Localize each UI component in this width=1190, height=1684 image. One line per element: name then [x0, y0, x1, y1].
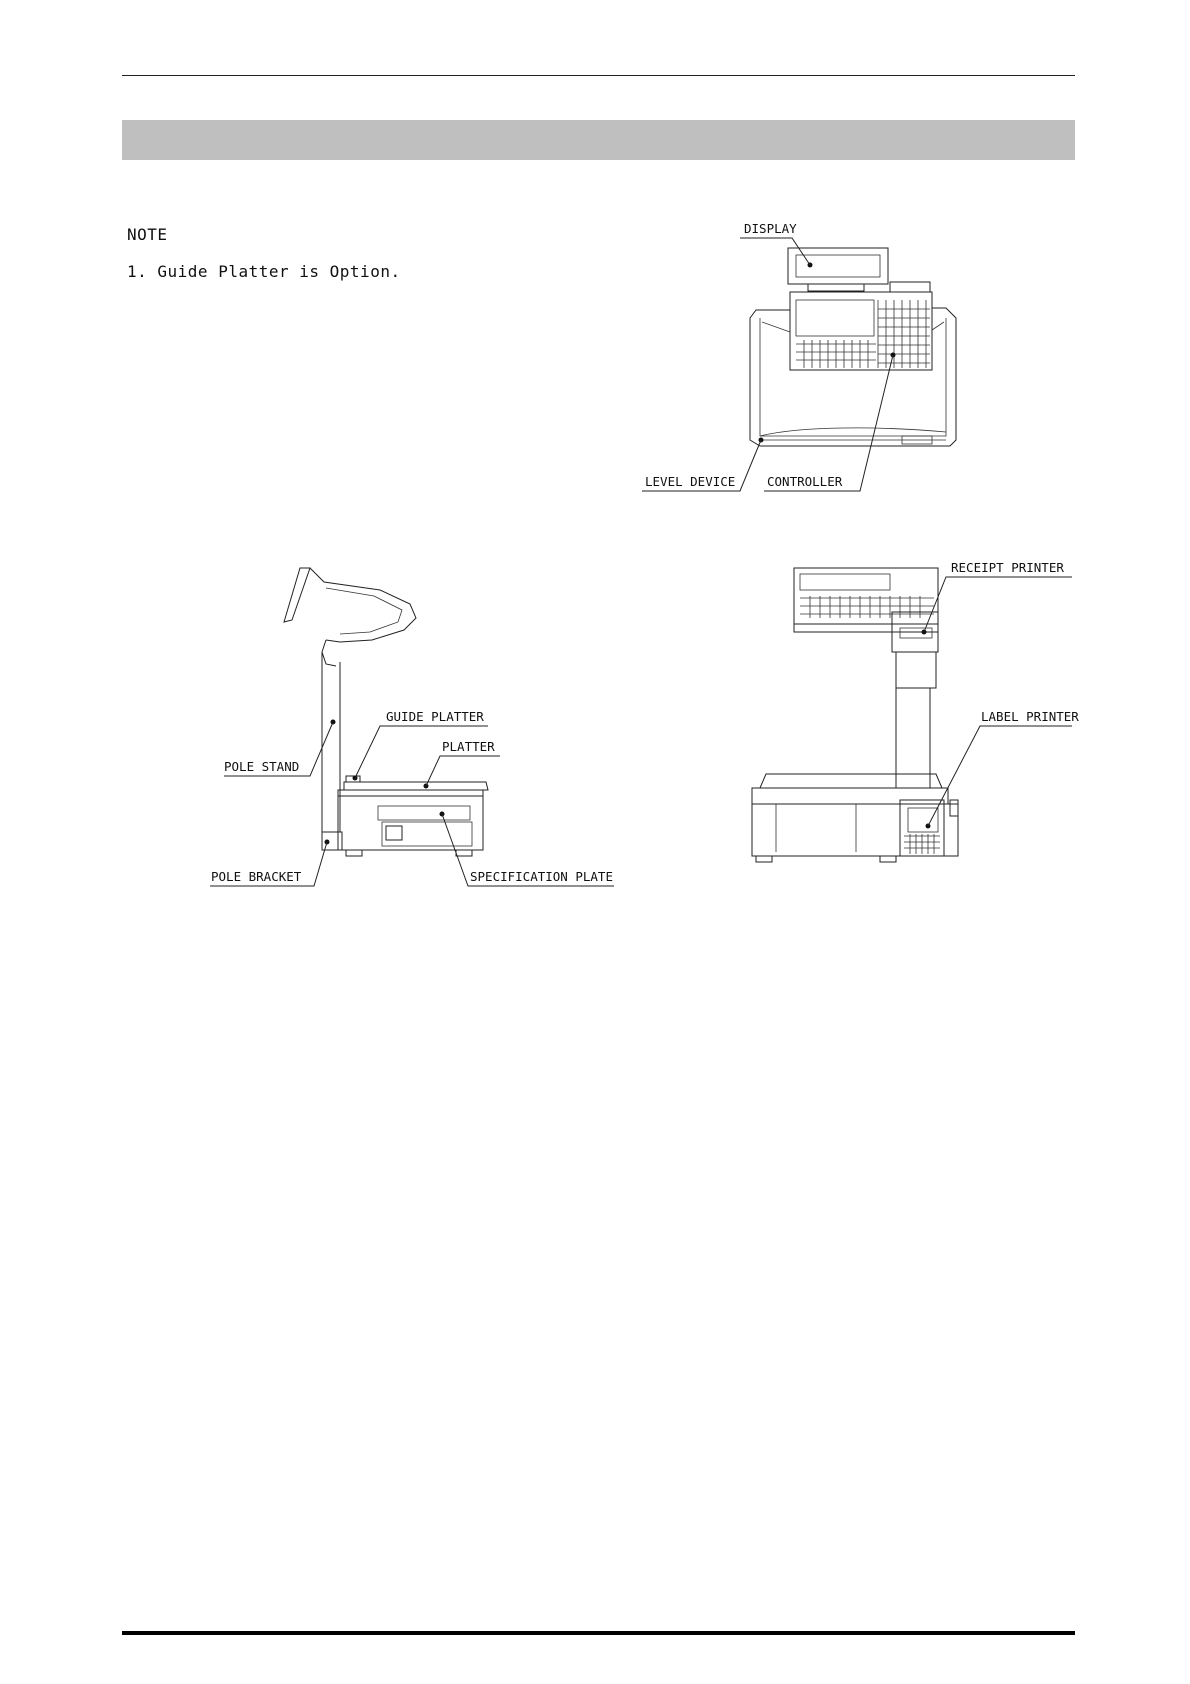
rear-pole — [896, 688, 930, 788]
label-printer-label: LABEL PRINTER — [981, 709, 1079, 724]
guide-platter-label: GUIDE PLATTER — [386, 709, 484, 724]
controller-label: CONTROLLER — [767, 474, 843, 489]
display-head — [788, 248, 888, 284]
front-view — [642, 221, 956, 491]
side-base — [338, 796, 483, 850]
platter-label: PLATTER — [442, 739, 495, 754]
controller-panel — [790, 292, 932, 370]
receipt-printer-label: RECEIPT PRINTER — [951, 560, 1064, 575]
side-view — [210, 568, 614, 886]
note-title: NOTE — [127, 225, 168, 244]
specification-plate-label: SPECIFICATION PLATE — [470, 869, 613, 884]
rear-head — [794, 568, 938, 624]
pole-stand-label: POLE STAND — [224, 759, 300, 774]
footer-rule — [122, 1631, 1075, 1635]
pole-bracket-label: POLE BRACKET — [211, 869, 302, 884]
rear-view — [752, 560, 1079, 862]
level-device-label: LEVEL DEVICE — [645, 474, 736, 489]
display-label: DISPLAY — [744, 221, 797, 236]
note-item: 1. Guide Platter is Option. — [127, 262, 401, 281]
keypad-grid — [796, 300, 930, 368]
